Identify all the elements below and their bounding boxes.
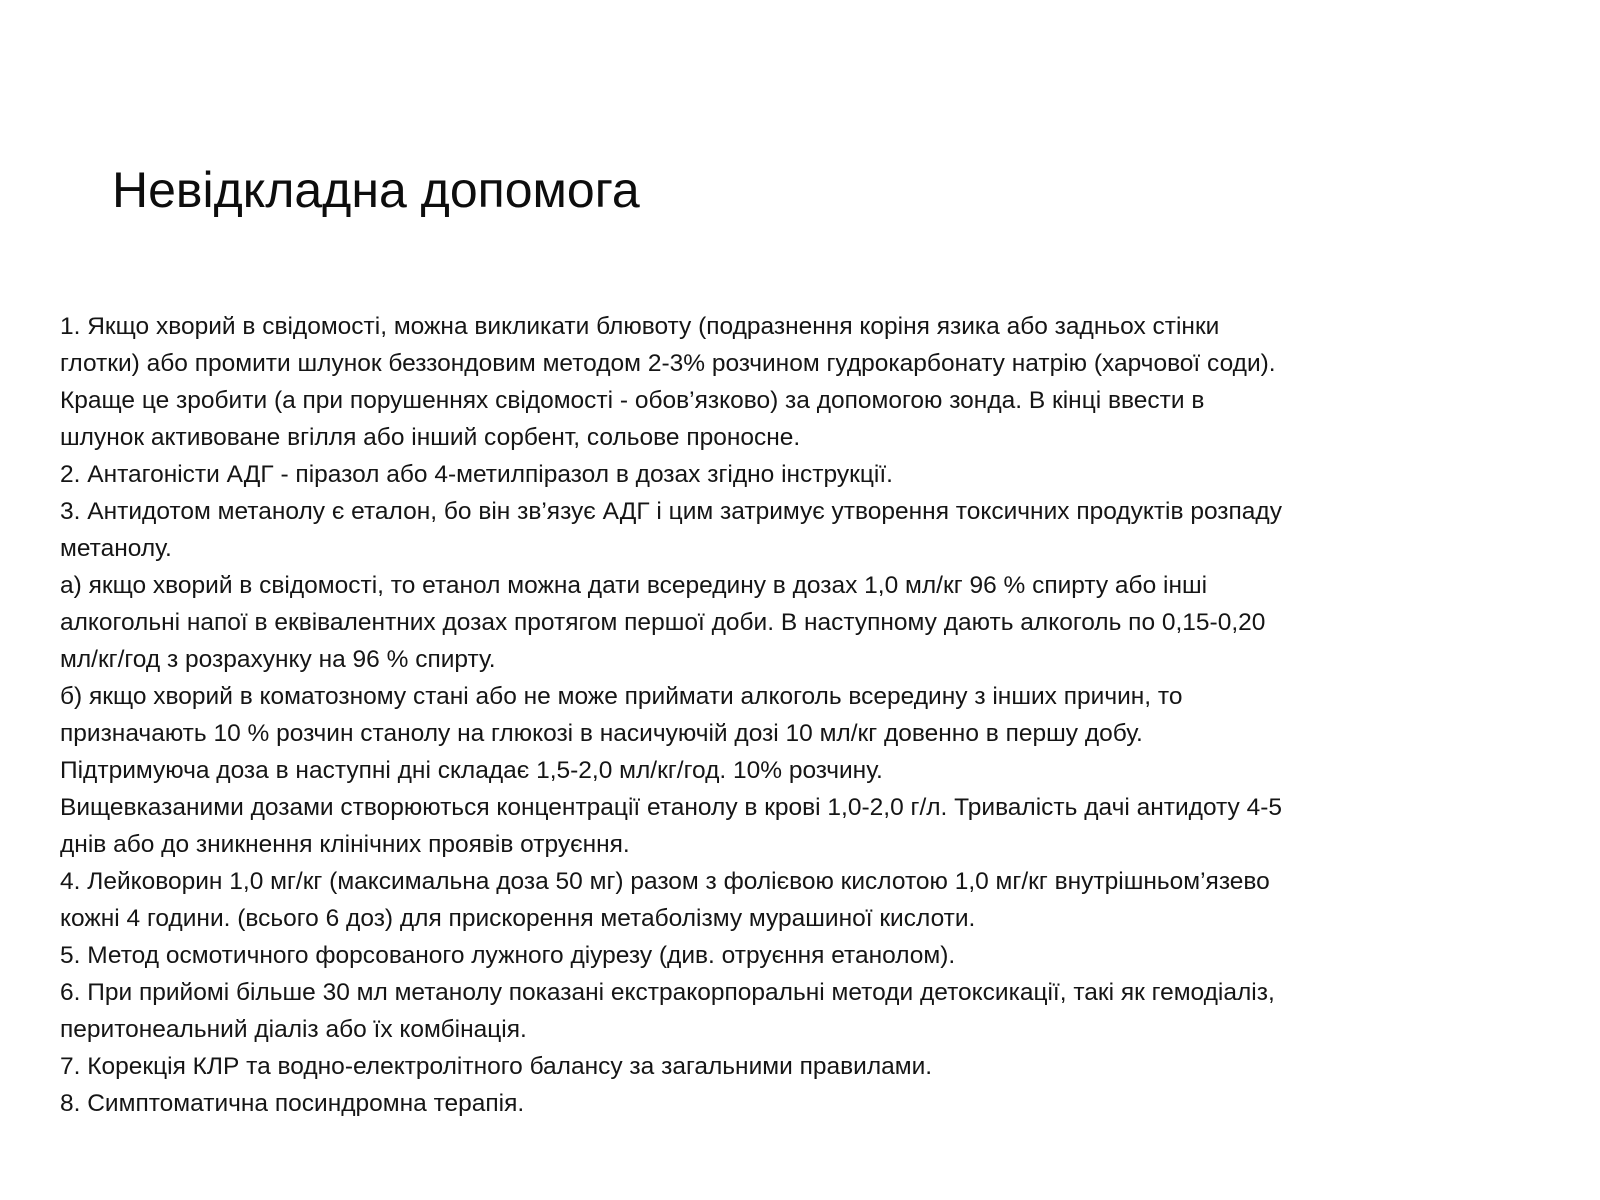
text-line: перитонеальний діаліз або їх комбінація. <box>60 1016 527 1043</box>
text-line: мл/кг/год з розрахунку на 96 % спирту. <box>60 646 496 673</box>
slide-body <box>60 308 1560 1122</box>
text-line: 1. Якщо хворий в свідомості, можна викликати блювоту (подразнення коріня язика або задньох стінки <box>60 313 1220 340</box>
text-line: 6. При прийомі більше 30 мл метанолу показані екстракорпоральні методи детоксикації, такі як гемодіаліз, <box>60 979 1275 1006</box>
text-line: 3. Антидотом метанолу є еталон, бо він зв’язує АДГ і цим затримує утворення токсичних продуктів розпаду <box>60 498 1282 525</box>
text-line: 7. Корекція КЛР та водно-електролітного балансу за загальними правилами. <box>60 1053 933 1080</box>
text-line: глотки) або промити шлунок беззондовим методом 2-3% розчином гудрокарбонату натрію (харчової соди). <box>60 350 1276 377</box>
text-line: 4. Лейковорин 1,0 мг/кг (максимальна доза 50 мг) разом з фолієвою кислотою 1,0 мг/кг внутрішньом’язево <box>60 868 1270 895</box>
text-line: 5. Метод осмотичного форсованого лужного діурезу (див. отруєння етанолом). <box>60 942 956 969</box>
text-line: алкогольні напої в еквівалентних дозах протягом першої доби. В наступному дають алкоголь по 0,15-0,20 <box>60 609 1266 636</box>
slide-title: Невідкладна допомога <box>112 162 640 218</box>
text-line: а) якщо хворий в свідомості, то етанол можна дати всередину в дозах 1,0 мл/кг 96 % спирту або інші <box>60 572 1208 599</box>
text-line: метанолу. <box>60 535 172 562</box>
text-line: днів або до зникнення клінічних проявів отруєння. <box>60 831 630 858</box>
text-line: призначають 10 % розчин станолу на глюкозі в насичуючій дозі 10 мл/кг довенно в першу добу. <box>60 720 1143 747</box>
text-line: шлунок активоване вгілля або інший сорбент, сольове проносне. <box>60 424 801 451</box>
text-line: Краще це зробити (а при порушеннях свідомості - обов’язково) за допомогою зонда. В кінці ввести в <box>60 387 1205 414</box>
text-line: кожні 4 години. (всього 6 доз) для прискорення метаболізму мурашиної кислоти. <box>60 905 976 932</box>
text-line: Підтримуюча доза в наступні дні складає 1,5-2,0 мл/кг/год. 10% розчину. <box>60 757 883 784</box>
text-line: 2. Антагоністи АДГ - піразол або 4-метилпіразол в дозах згідно інструкції. <box>60 461 893 488</box>
text-line: 8. Симптоматична посиндромна терапія. <box>60 1090 525 1117</box>
text-line: Вищевказаними дозами створюються концентрації етанолу в крові 1,0-2,0 г/л. Тривалість дачі антидоту 4-5 <box>60 794 1283 821</box>
text-line: б) якщо хворий в коматозному стані або не може приймати алкоголь всередину з інших причин, то <box>60 683 1183 710</box>
